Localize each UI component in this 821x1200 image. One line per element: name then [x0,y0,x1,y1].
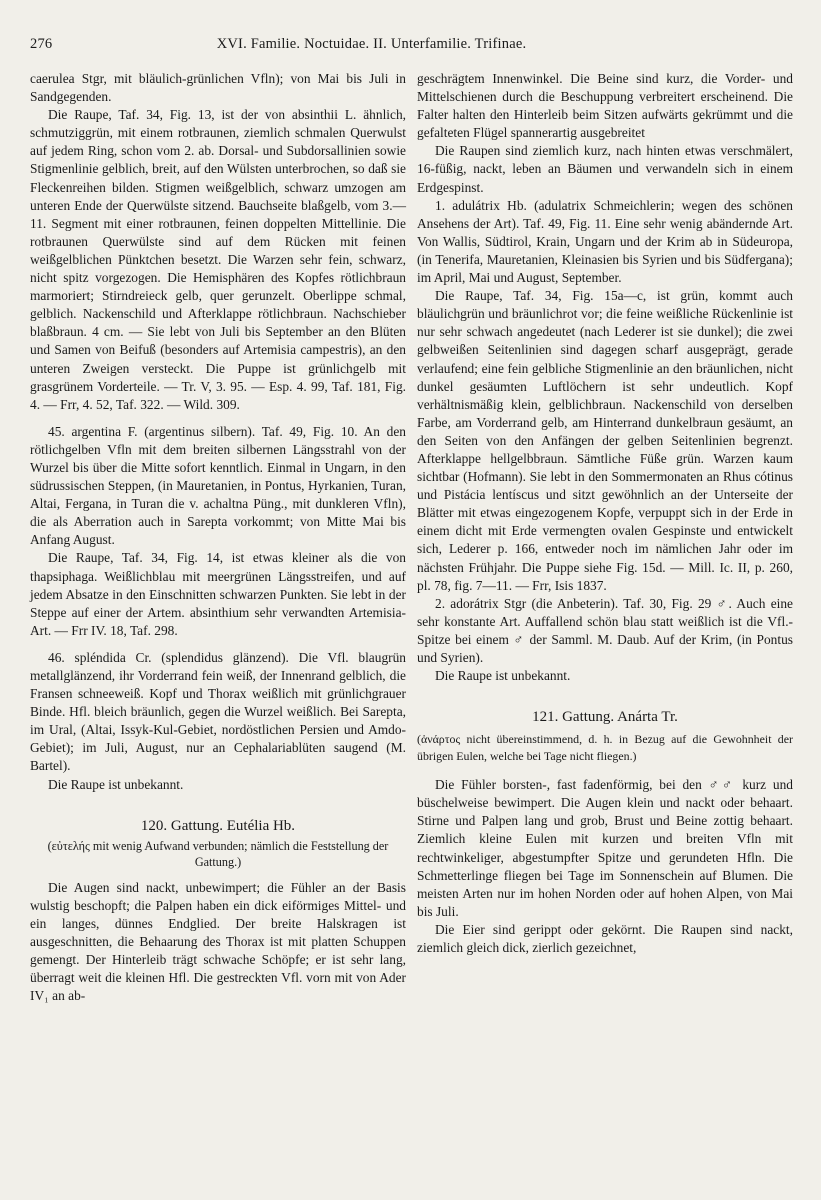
paragraph: Die Raupe, Taf. 34, Fig. 14, ist etwas kleiner als die von thapsiphaga. Weißlichblau mit meergrünen Längsstreifen, und auf jedem Absatze in den Einschnitten schwarzen Punkten. Sie lebt in der Steppe auf einer der Artem. absinthium sehr verwandten Artemisia-Art. — Frr IV. 18, Taf. 298. [30,550,406,638]
species-entry-adulatrix: 1. adulátrix Hb. (adulatrix Schmeichlerin; wegen des schönen Ansehens der Art). Taf. 49, Fig. 11. Eine sehr wenig abändernde Art. Von Wallis, Südtirol, Krain, Ungarn und der Krim ab in Südeuropa, (in Tenerifa, Mauretanien, Kleinasien bis Syrien und bis Südfergana); im April, Mai und August, September. [417,197,793,286]
species-entry-adoratrix: 2. adorátrix Stgr (die Anbeterin). Taf. 30, Fig. 29 ♂. Auch eine sehr konstante Art. Auffallend schön blau statt weißlich ist die Vfl.-Spitze bei einem ♂ der Samml. M. Daub. Auf der Krim, (in Pontus und Syrien). [417,595,793,665]
paragraph: Die Eier sind gerippt oder gekörnt. Die Raupen sind nackt, ziemlich gleich dick, zierlich gezeichnet, [417,921,793,956]
left-column [30,70,406,1005]
paragraph: Die Raupen sind ziemlich kurz, nach hinten etwas verschmälert, 16-füßig, nackt, leben an Bäumen und verwandeln sich in einem Erdgespinst. [417,143,793,195]
species-entry-argentina: 45. argentina F. (argentinus silbern). Taf. 49, Fig. 10. An den rötlichgelben Vfln mit dem breiten silbernen Längsstrahl von der Wurzel bis über die Mitte sofort kenntlich. Einmal in Ungarn, in den südrussischen Steppen, (in Mauretanien, in Pontus, Hyrkanien, Turan, Altai, Fergana, in Turan die v. achaltna Püng., mit dunkleren Vfln), die als Aberration auch in Sarepta vorkommt; von Mitte Mai bis Anfang August. [30,423,406,548]
paragraph: Die Fühler borsten-, fast fadenförmig, bei den ♂♂ kurz und büschelweise bewimpert. Die Augen klein und nackt oder behaart. Stirne und Palpen lang und grob, Brust und Beine zottig behaart. Ziemlich kleine Eulen mit kurzen und breiten Vfln mit rechtwinkeliger, abgestumpfter Spitze und gerundeten Hfln. Die Schmetterlinge fliegen bei Tage im Sonnenschein auf Blumen. Die meisten Arten nur im hohen Norden oder auf hohen Alpen, von Mai bis Juli. [417,777,793,919]
paragraph: Die Raupe ist unbekannt. [435,668,571,684]
genus-heading-eutelia: 120. Gattung. Eutélia Hb. [140,817,296,834]
paragraph: caerulea Stgr, mit bläulich-grünlichen Vfln); von Mai bis Juli in Sandgegenden. [30,71,406,105]
paragraph: geschrägtem Innenwinkel. Die Beine sind kurz, die Vorder- und Mittelschienen durch die Beschuppung verbreitert erscheinend. Die Falter halten den Hinterleib beim Sitzen aufwärts gekrümmt und die gefalteten Flügel spannerartig ausgebreitet [417,71,793,141]
genus-heading-anarta: 121. Gattung. Anárta Tr. [532,709,678,726]
paragraph: Die Raupe, Taf. 34, Fig. 15a—c, ist grün, kommt auch bläulichgrün und bräunlichrot vor; die feine weißliche Rückenlinie ist nur sehr schwach angedeutet (nach Lederer ist sie dunkel); die zwei gelbweißen Seitenlinien sind dagegen scharf ausgeprägt, gerade verlaufend; eine fein gelbliche Stigmenlinie an den bräunlichen, nicht dunkel gesäumten Luftlöchern ist sehr undeutlich. Kopf verhältnismäßig klein, gelblichbraun. Nackenschild von derselben Farbe, am Vorderrand gelb, am Hinterrand dunkelbraun gesäumt, an den Seiten von den Anfängen der gelben Seitenlinien begrenzt. Afterklappe hellgelbbraun. Sämtliche Füße grün. Warzen kaum sichtbar (Hofmann). Sie lebt in den Sommermonaten an Rhus cótinus und Pistácia lentíscus und sitzt gewöhnlich an der Unterseite der Blätter mit etwas eingezogenem Kopfe, verpuppt sich in der Erde in einem dicht mit Erde vermengten ovalen Gespinste und entwickelt sich, Lederer p. 166, entweder noch im nämlichen Jahr oder im nächsten Frühjahr. Die Puppe siehe Fig. 15d. — Mill. Ic. II, p. 260, pl. 78, fig. 7—11. — Frr, Isis 1837. [417,288,793,593]
right-column [417,70,793,1005]
etymology-note: (ἀνάρτος nicht übereinstimmend, d. h. in Bezug auf die Gewohnheit der übrigen Eulen, welche bei Tage nicht fliegen.) [417,732,793,763]
running-head [30,36,793,62]
paragraph: Die Raupe, Taf. 34, Fig. 13, ist der von absinthii L. ähnlich, schmutziggrün, mit einem rotbraunen, ziemlich schmalen Querwulst auf jedem Ring, schon vom 2. ab. Dorsal- und Subdorsallinien sowie Stigmenlinie gelblich, breit, auf den Wülsten unterbrochen, so daß sie Fleckenreihen bilden. Stigmen weißgelblich, schwarz umzogen am unteren Ende der Querwülste sitzend. Bauchseite blaßgelb, vom 3.—11. Segment mit einer rotbraunen, feinen doppelten Mittellinie. Die rotbraunen Querwülste sind auf dem Rücken mit feinen weißgelblichen Pünktchen besetzt. Die Warzen sehr fein, schwarz, nicht spitz vorgezogen. Die Hemisphären des Kopfes rötlichbraun marmoriert; Stirndreieck gelb, quer gerunzelt. Oberlippe schmal, gelblich. Nackenschild und Afterklappe rötlichbraun. Nachschieber blaßbraun. 4 cm. — Sie lebt von Juli bis September an den Blüten und Samen von Beifuß (besonders auf Artemisia campestris), an den unteren Zweigen versteckt. Die Puppe ist grünlichgelb mit grasgrünem Vorderteile. — Tr. V, 3. 95. — Esp. 4. 99, Taf. 181, Fig. 4. — Frr, 4. 52, Taf. 322. — Wild. 309. [30,107,406,412]
running-title: XVI. Familie. Noctuidae. II. Unterfamilie. Trifinae. [216,36,527,52]
species-entry-splendida: 46. spléndida Cr. (splendidus glänzend). Die Vfl. blaugrün metallglänzend, ihr Vorderrand fein weiß, der Innenrand gelblich, die Fransen schneeweiß. Kopf und Thorax weißlich mit grünlichgrauer Binde. Hfl. bleich bräunlich, gegen die Wurzel weißlich. Bei Sarepta, im Ural, (Altai, Issyk-Kul-Gebiet, nordöstlichen Persien und Amdo-Gebiet); im Juli, August, nur an Cephalariablüten saugend (M. Bartel). [30,649,406,774]
paragraph: Die Augen sind nackt, unbewimpert; die Fühler an der Basis wulstig beschopft; die Palpen haben ein dick eiförmiges Mittel- und ein langes, dünnes Endglied. Der breite Halskragen ist ausgeschnitten, die Behaarung des Thorax ist mit platten Schuppen gemengt. Der Hinterleib trägt schwache Schöpfe; er ist sehr lang, überragt weit die kleinen Hfl. Die gestreckten Vfl. vorn mit von Ader IV₁ an ab- [30,879,406,1004]
etymology-note: (εὐτελής mit wenig Aufwand verbunden; nämlich die Feststellung der Gattung.) [47,838,389,870]
page-number: 276 [30,36,53,52]
paragraph: Die Raupe ist unbekannt. [48,776,184,792]
text-columns [30,70,793,1005]
